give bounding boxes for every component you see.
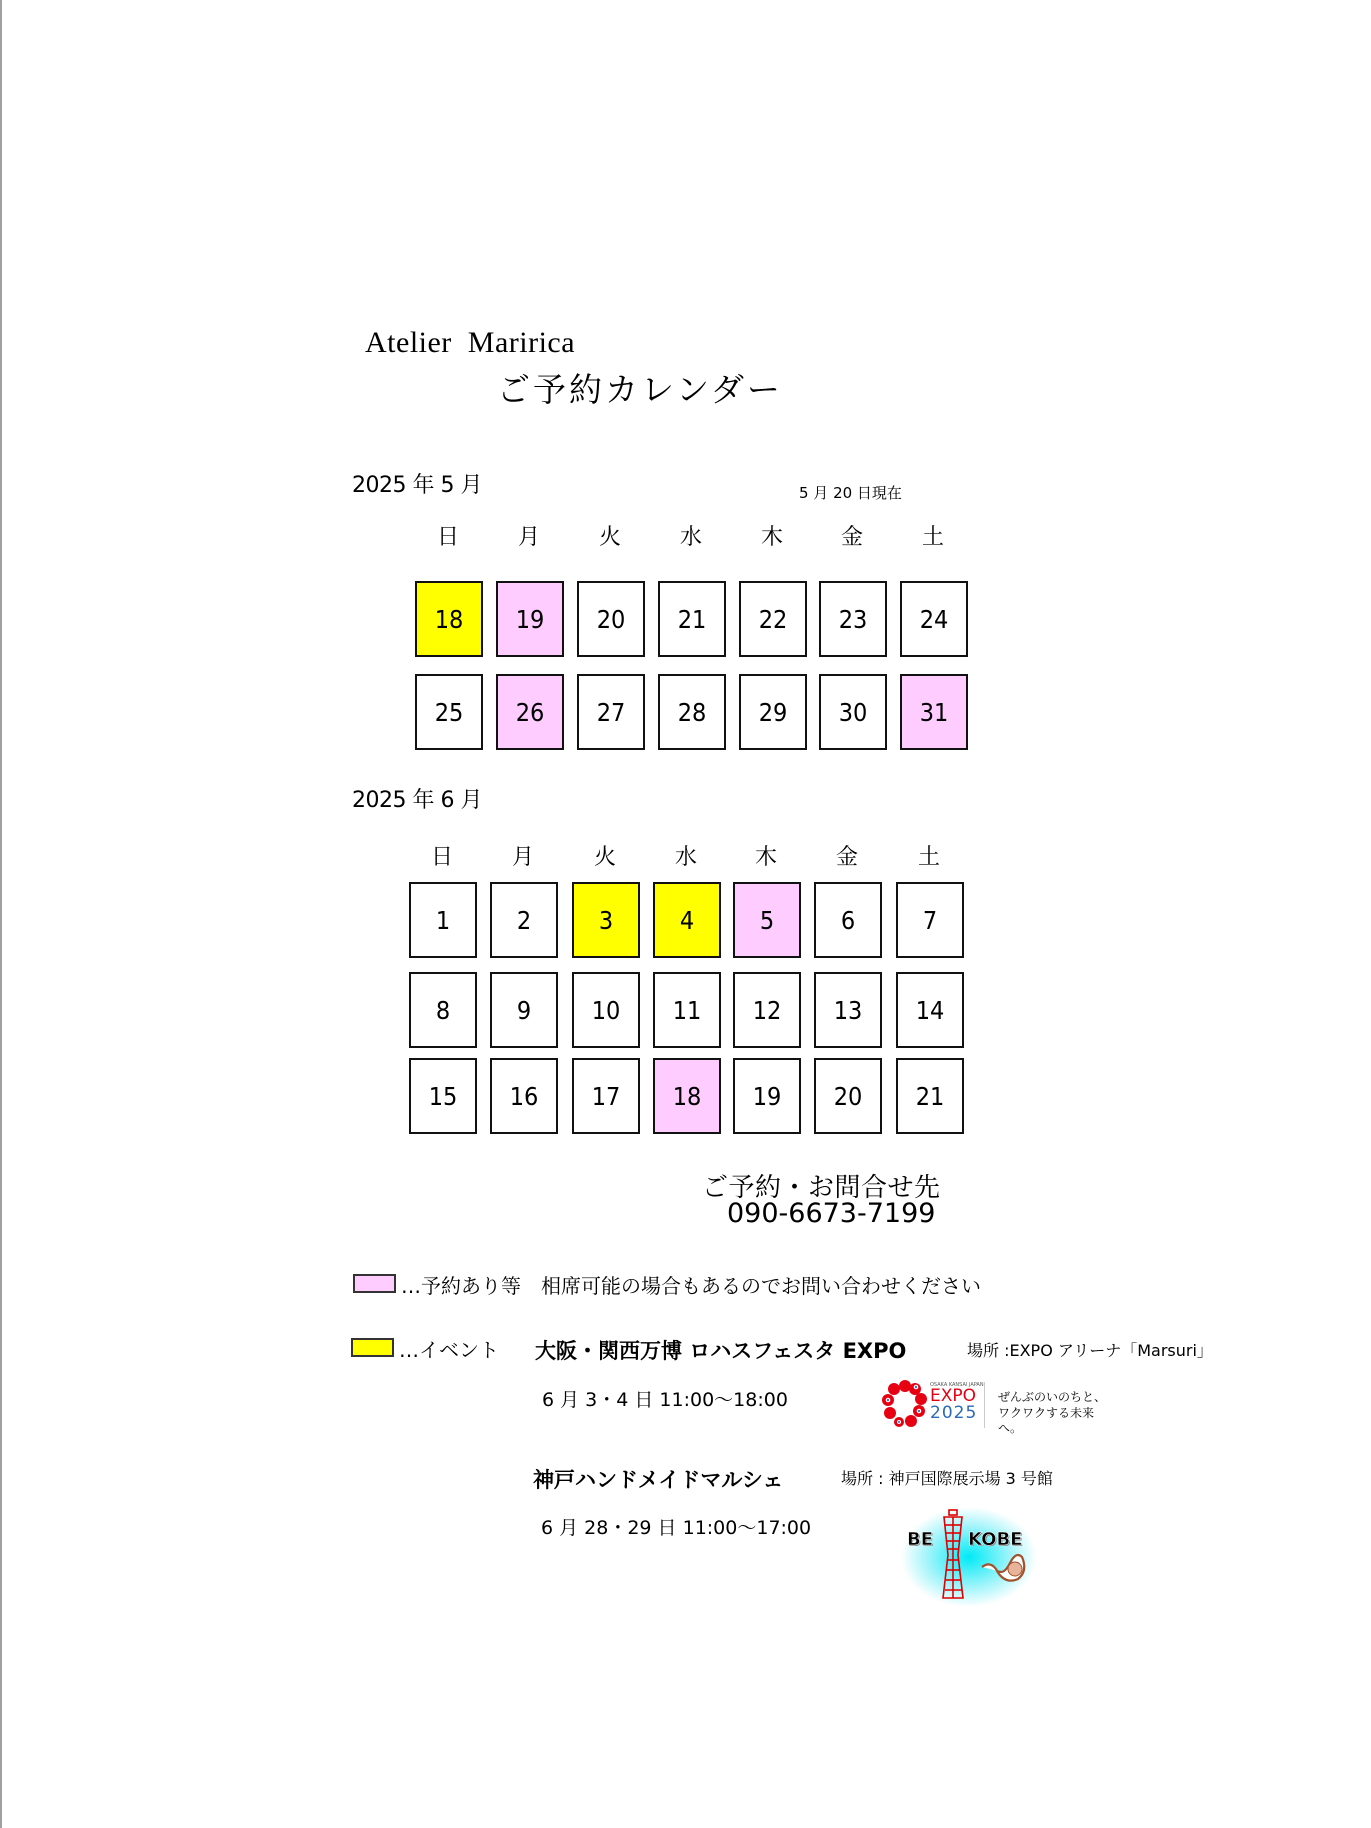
day-cell[interactable]: 21 xyxy=(896,1058,964,1134)
day-cell[interactable]: 20 xyxy=(814,1058,882,1134)
weekday-wed: 水 xyxy=(674,845,697,870)
day-cell[interactable]: 10 xyxy=(572,972,640,1048)
kobe-text: KOBE xyxy=(968,1529,1023,1550)
page-title: ご予約カレンダー xyxy=(497,370,783,409)
day-cell[interactable]: 19 xyxy=(733,1058,801,1134)
day-cell-reserved[interactable]: 26 xyxy=(496,674,564,750)
day-cell[interactable]: 27 xyxy=(577,674,645,750)
day-cell[interactable]: 29 xyxy=(739,674,807,750)
event-date-expo: 6 月 3・4 日 11:00〜18:00 xyxy=(542,1389,788,1411)
day-cell-event[interactable]: 3 xyxy=(572,882,640,958)
day-cell-reserved[interactable]: 18 xyxy=(653,1058,721,1134)
expo-small-text: OSAKA KANSAI JAPAN xyxy=(930,1382,984,1388)
event-title-expo: 大阪・関西万博 ロハスフェスタ EXPO xyxy=(535,1339,907,1363)
weekday-thu: 木 xyxy=(754,845,777,870)
weekday-sun: 日 xyxy=(436,525,459,550)
weekday-thu: 木 xyxy=(760,525,783,550)
day-cell[interactable]: 20 xyxy=(577,581,645,657)
be-kobe-logo xyxy=(900,1505,1038,1609)
expo-word: EXPO xyxy=(930,1386,977,1406)
day-cell[interactable]: 24 xyxy=(900,581,968,657)
event-place-kobe: 場所 : 神戸国際展示場 3 号館 xyxy=(841,1469,1053,1488)
expo-slogan-line1: ぜんぶのいのちと、 xyxy=(998,1390,1107,1404)
weekday-mon: 月 xyxy=(517,525,540,550)
event-place-expo: 場所 :EXPO アリーナ「Marsuri」 xyxy=(967,1341,1213,1360)
day-cell[interactable]: 15 xyxy=(409,1058,477,1134)
day-cell[interactable]: 25 xyxy=(415,674,483,750)
day-cell[interactable]: 11 xyxy=(653,972,721,1048)
expo-slogan-line2: ワクワクする未来へ。 xyxy=(998,1406,1095,1435)
brand-name: Atelier Maririca xyxy=(365,326,576,359)
contact-label: ご予約・お問合せ先 xyxy=(702,1173,941,1203)
be-text: BE xyxy=(907,1529,934,1550)
day-cell[interactable]: 7 xyxy=(896,882,964,958)
day-cell[interactable]: 2 xyxy=(490,882,558,958)
day-cell[interactable]: 12 xyxy=(733,972,801,1048)
legend-swatch-event xyxy=(351,1338,394,1357)
day-cell-reserved[interactable]: 19 xyxy=(496,581,564,657)
day-cell-event[interactable]: 18 xyxy=(415,581,483,657)
legend-event-text: …イベント xyxy=(399,1338,499,1362)
day-cell-event[interactable]: 4 xyxy=(653,882,721,958)
day-cell[interactable]: 30 xyxy=(819,674,887,750)
weekday-sat: 土 xyxy=(921,525,944,550)
month-label-may: 2025 年 5 月 xyxy=(352,473,482,498)
expo-year: 2025 xyxy=(930,1403,978,1423)
kobe-tower-icon xyxy=(900,1505,1038,1609)
legend-reserved-text: …予約あり等 相席可能の場合もあるのでお問い合わせください xyxy=(401,1274,981,1298)
phone-number[interactable]: 090-6673-7199 xyxy=(727,1198,936,1229)
day-cell[interactable]: 16 xyxy=(490,1058,558,1134)
day-cell[interactable]: 14 xyxy=(896,972,964,1048)
legend-swatch-reserved xyxy=(353,1274,396,1293)
event-date-kobe: 6 月 28・29 日 11:00〜17:00 xyxy=(541,1517,812,1539)
day-cell[interactable]: 17 xyxy=(572,1058,640,1134)
day-cell[interactable]: 8 xyxy=(409,972,477,1048)
weekday-mon: 月 xyxy=(511,845,534,870)
day-cell[interactable]: 21 xyxy=(658,581,726,657)
month-label-june: 2025 年 6 月 xyxy=(352,788,482,813)
day-cell[interactable]: 22 xyxy=(739,581,807,657)
weekday-tue: 火 xyxy=(593,845,616,870)
expo-divider xyxy=(984,1382,985,1428)
day-cell[interactable]: 1 xyxy=(409,882,477,958)
page-edge xyxy=(0,0,2,1828)
as-of-date: 5 月 20 日現在 xyxy=(799,484,902,502)
weekday-fri: 金 xyxy=(835,845,858,870)
weekday-wed: 水 xyxy=(679,525,702,550)
day-cell[interactable]: 6 xyxy=(814,882,882,958)
day-cell[interactable]: 9 xyxy=(490,972,558,1048)
weekday-sat: 土 xyxy=(917,845,940,870)
weekday-sun: 日 xyxy=(430,845,453,870)
day-cell[interactable]: 13 xyxy=(814,972,882,1048)
day-cell[interactable]: 28 xyxy=(658,674,726,750)
weekday-tue: 火 xyxy=(598,525,621,550)
day-cell[interactable]: 23 xyxy=(819,581,887,657)
expo-2025-logo xyxy=(881,1380,1116,1435)
weekday-fri: 金 xyxy=(840,525,863,550)
expo-mascot-ring-icon xyxy=(881,1380,929,1430)
event-title-kobe: 神戸ハンドメイドマルシェ xyxy=(533,1468,784,1492)
day-cell-reserved[interactable]: 5 xyxy=(733,882,801,958)
day-cell-reserved[interactable]: 31 xyxy=(900,674,968,750)
